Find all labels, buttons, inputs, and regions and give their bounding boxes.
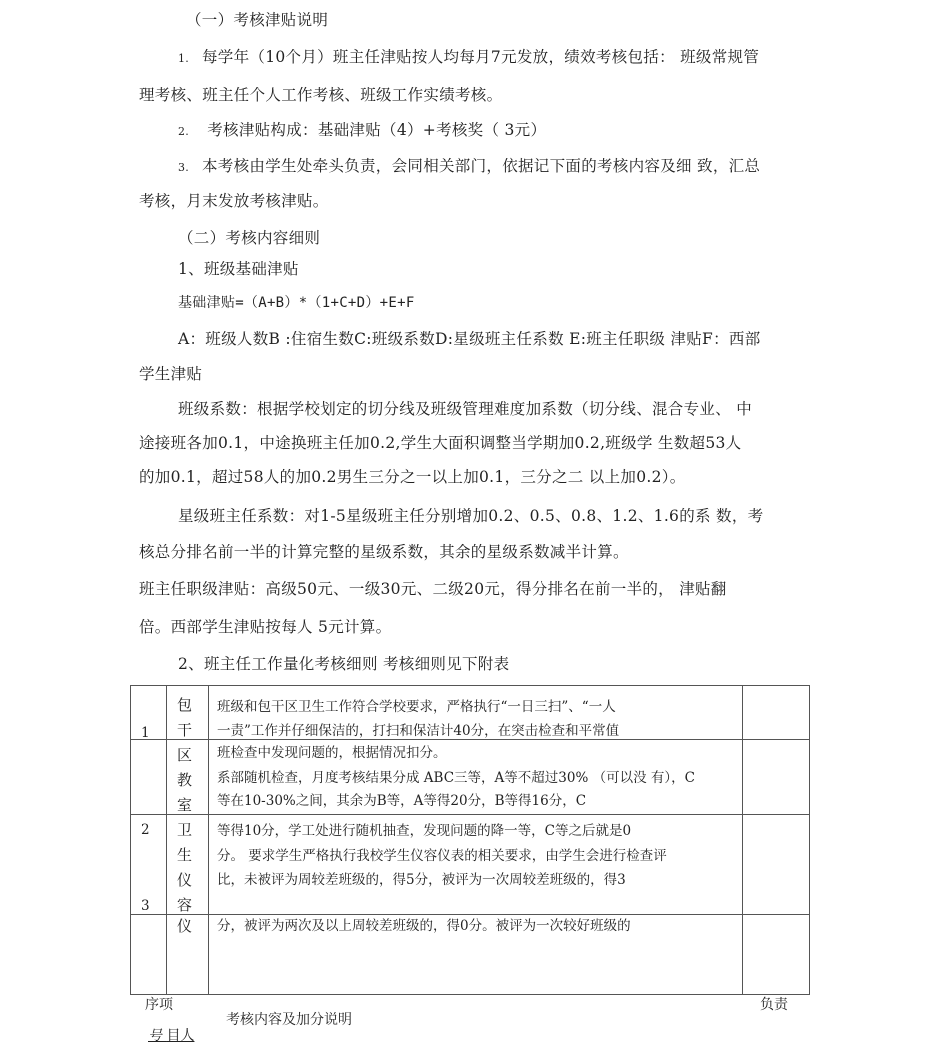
table-row-divider bbox=[131, 814, 809, 815]
item2-text: 考核津贴构成：基础津贴（4）+考核奖（ 3元） bbox=[202, 121, 547, 139]
footer-content-label: 考核内容及加分说明 bbox=[226, 1012, 352, 1028]
class-coef-line1: 班级系数：根据学校划定的切分线及班级管理难度加系数（切分线、混合专业、 中 bbox=[178, 400, 753, 418]
rank-allowance-line1: 班主任职级津贴：高级50元、一级30元、二级20元，得分排名在前一半的， 津贴翻 bbox=[139, 580, 727, 598]
content-line: 比，未被评为周较差班级的，得5分，被评为一次周较差班级的，得3 bbox=[217, 872, 626, 888]
section1-heading: （一）考核津贴说明 bbox=[186, 11, 329, 29]
content-line: 班检查中发现问题的，根据情况扣分。 bbox=[217, 745, 447, 761]
item-char: 仪 bbox=[177, 871, 193, 889]
item-char: 容 bbox=[177, 896, 193, 914]
star-coef-line2: 核总分排名前一半的计算完整的星级系数，其余的星级系数减半计算。 bbox=[139, 543, 629, 561]
table-col-divider bbox=[742, 686, 743, 994]
item2 bbox=[178, 120, 546, 142]
content-line: 班级和包干区卫生工作符合学校要求，严格执行“一日三扫”、“一人 bbox=[217, 699, 616, 715]
table-row-divider bbox=[131, 914, 809, 915]
footer-seq-num: 号 bbox=[148, 1028, 162, 1044]
content-line: 分。 要求学生严格执行我校学生仪容仪表的相关要求，由学生会进行检查评 bbox=[217, 848, 667, 864]
sub2-heading: 2、班主任工作量化考核细则 考核细则见下附表 bbox=[178, 655, 510, 673]
item2-num: 2. bbox=[178, 125, 190, 138]
item3-text: 本考核由学生处牵头负责，会同相关部门，依据记下面的考核内容及细 致，汇总 bbox=[202, 157, 761, 175]
item-char: 生 bbox=[177, 846, 193, 864]
item1-line2: 理考核、班主任个人工作考核、班级工作实绩考核。 bbox=[139, 86, 503, 104]
class-coef-line3: 的加0.1，超过58人的加0.2男生三分之一以上加0.1，三分之二 以上加0.2）。 bbox=[139, 468, 686, 486]
row-number-1: 1 bbox=[141, 725, 150, 741]
content-line: 分，被评为两次及以上周较差班级的，得0分。被评为一次较好班级的 bbox=[217, 918, 631, 934]
star-coef-line1: 星级班主任系数：对1-5星级班主任分别增加0.2、0.5、0.8、1.2、1.6的系 数，考 bbox=[178, 507, 764, 525]
item1-line1 bbox=[178, 47, 759, 69]
item-char: 卫 bbox=[177, 821, 193, 839]
sub1-heading: 1、班级基础津贴 bbox=[178, 260, 299, 278]
item-char: 区 bbox=[177, 746, 193, 764]
section2-heading: （二）考核内容细则 bbox=[178, 229, 321, 247]
rank-allowance-line2: 倍。西部学生津贴按每人 5元计算。 bbox=[139, 618, 392, 636]
item-char: 包 bbox=[177, 696, 193, 714]
class-coef-line2: 途接班各加0.1，中途换班主任加0.2,学生大面积调整当学期加0.2,班级学 生数超53人 bbox=[139, 434, 742, 452]
item-char: 仪 bbox=[177, 917, 193, 935]
footer-seq-label-2 bbox=[148, 1027, 194, 1045]
content-line: 一责”工作并仔细保洁的，打扫和保洁计40分，在突击检查和平常值 bbox=[217, 723, 620, 739]
assessment-table bbox=[130, 685, 810, 995]
formula: 基础津贴=（A+B）*（1+C+D）+E+F bbox=[178, 295, 415, 311]
definitions-line2: 学生津贴 bbox=[139, 365, 203, 383]
item3-num: 3. bbox=[178, 161, 190, 174]
content-line: 系部随机检查，月度考核结果分成 ABC三等，A等不超过30% （可以没 有），C bbox=[217, 770, 695, 786]
item3-line2: 考核，月末发放考核津贴。 bbox=[139, 192, 329, 210]
item1-text: 每学年（10个月）班主任津贴按人均每月7元发放，绩效考核包括： 班级常规管 bbox=[202, 48, 760, 66]
row-number-2: 2 bbox=[141, 822, 150, 838]
content-line: 等得10分，学工处进行随机抽查，发现问题的降一等，C等之后就是0 bbox=[217, 823, 632, 839]
item1-num: 1. bbox=[178, 52, 190, 65]
item-char: 教 bbox=[177, 771, 193, 789]
item-char: 干 bbox=[177, 721, 193, 739]
item3-line1 bbox=[178, 156, 760, 178]
item-char: 室 bbox=[177, 796, 193, 814]
table-col-divider bbox=[166, 686, 167, 994]
footer-responsible-label: 负责 bbox=[760, 997, 788, 1013]
table-col-divider bbox=[208, 686, 209, 994]
content-line: 等在10-30%之间，其余为B等，A等得20分，B等得16分，C bbox=[217, 793, 587, 809]
footer-seq-item: 目人 bbox=[166, 1028, 195, 1044]
footer-seq-label: 序项 bbox=[145, 997, 173, 1013]
definitions-line1: A：班级人数B :住宿生数C:班级系数D:星级班主任系数 E:班主任职级 津贴F：西部 bbox=[178, 330, 761, 348]
row-number-3: 3 bbox=[141, 898, 150, 914]
